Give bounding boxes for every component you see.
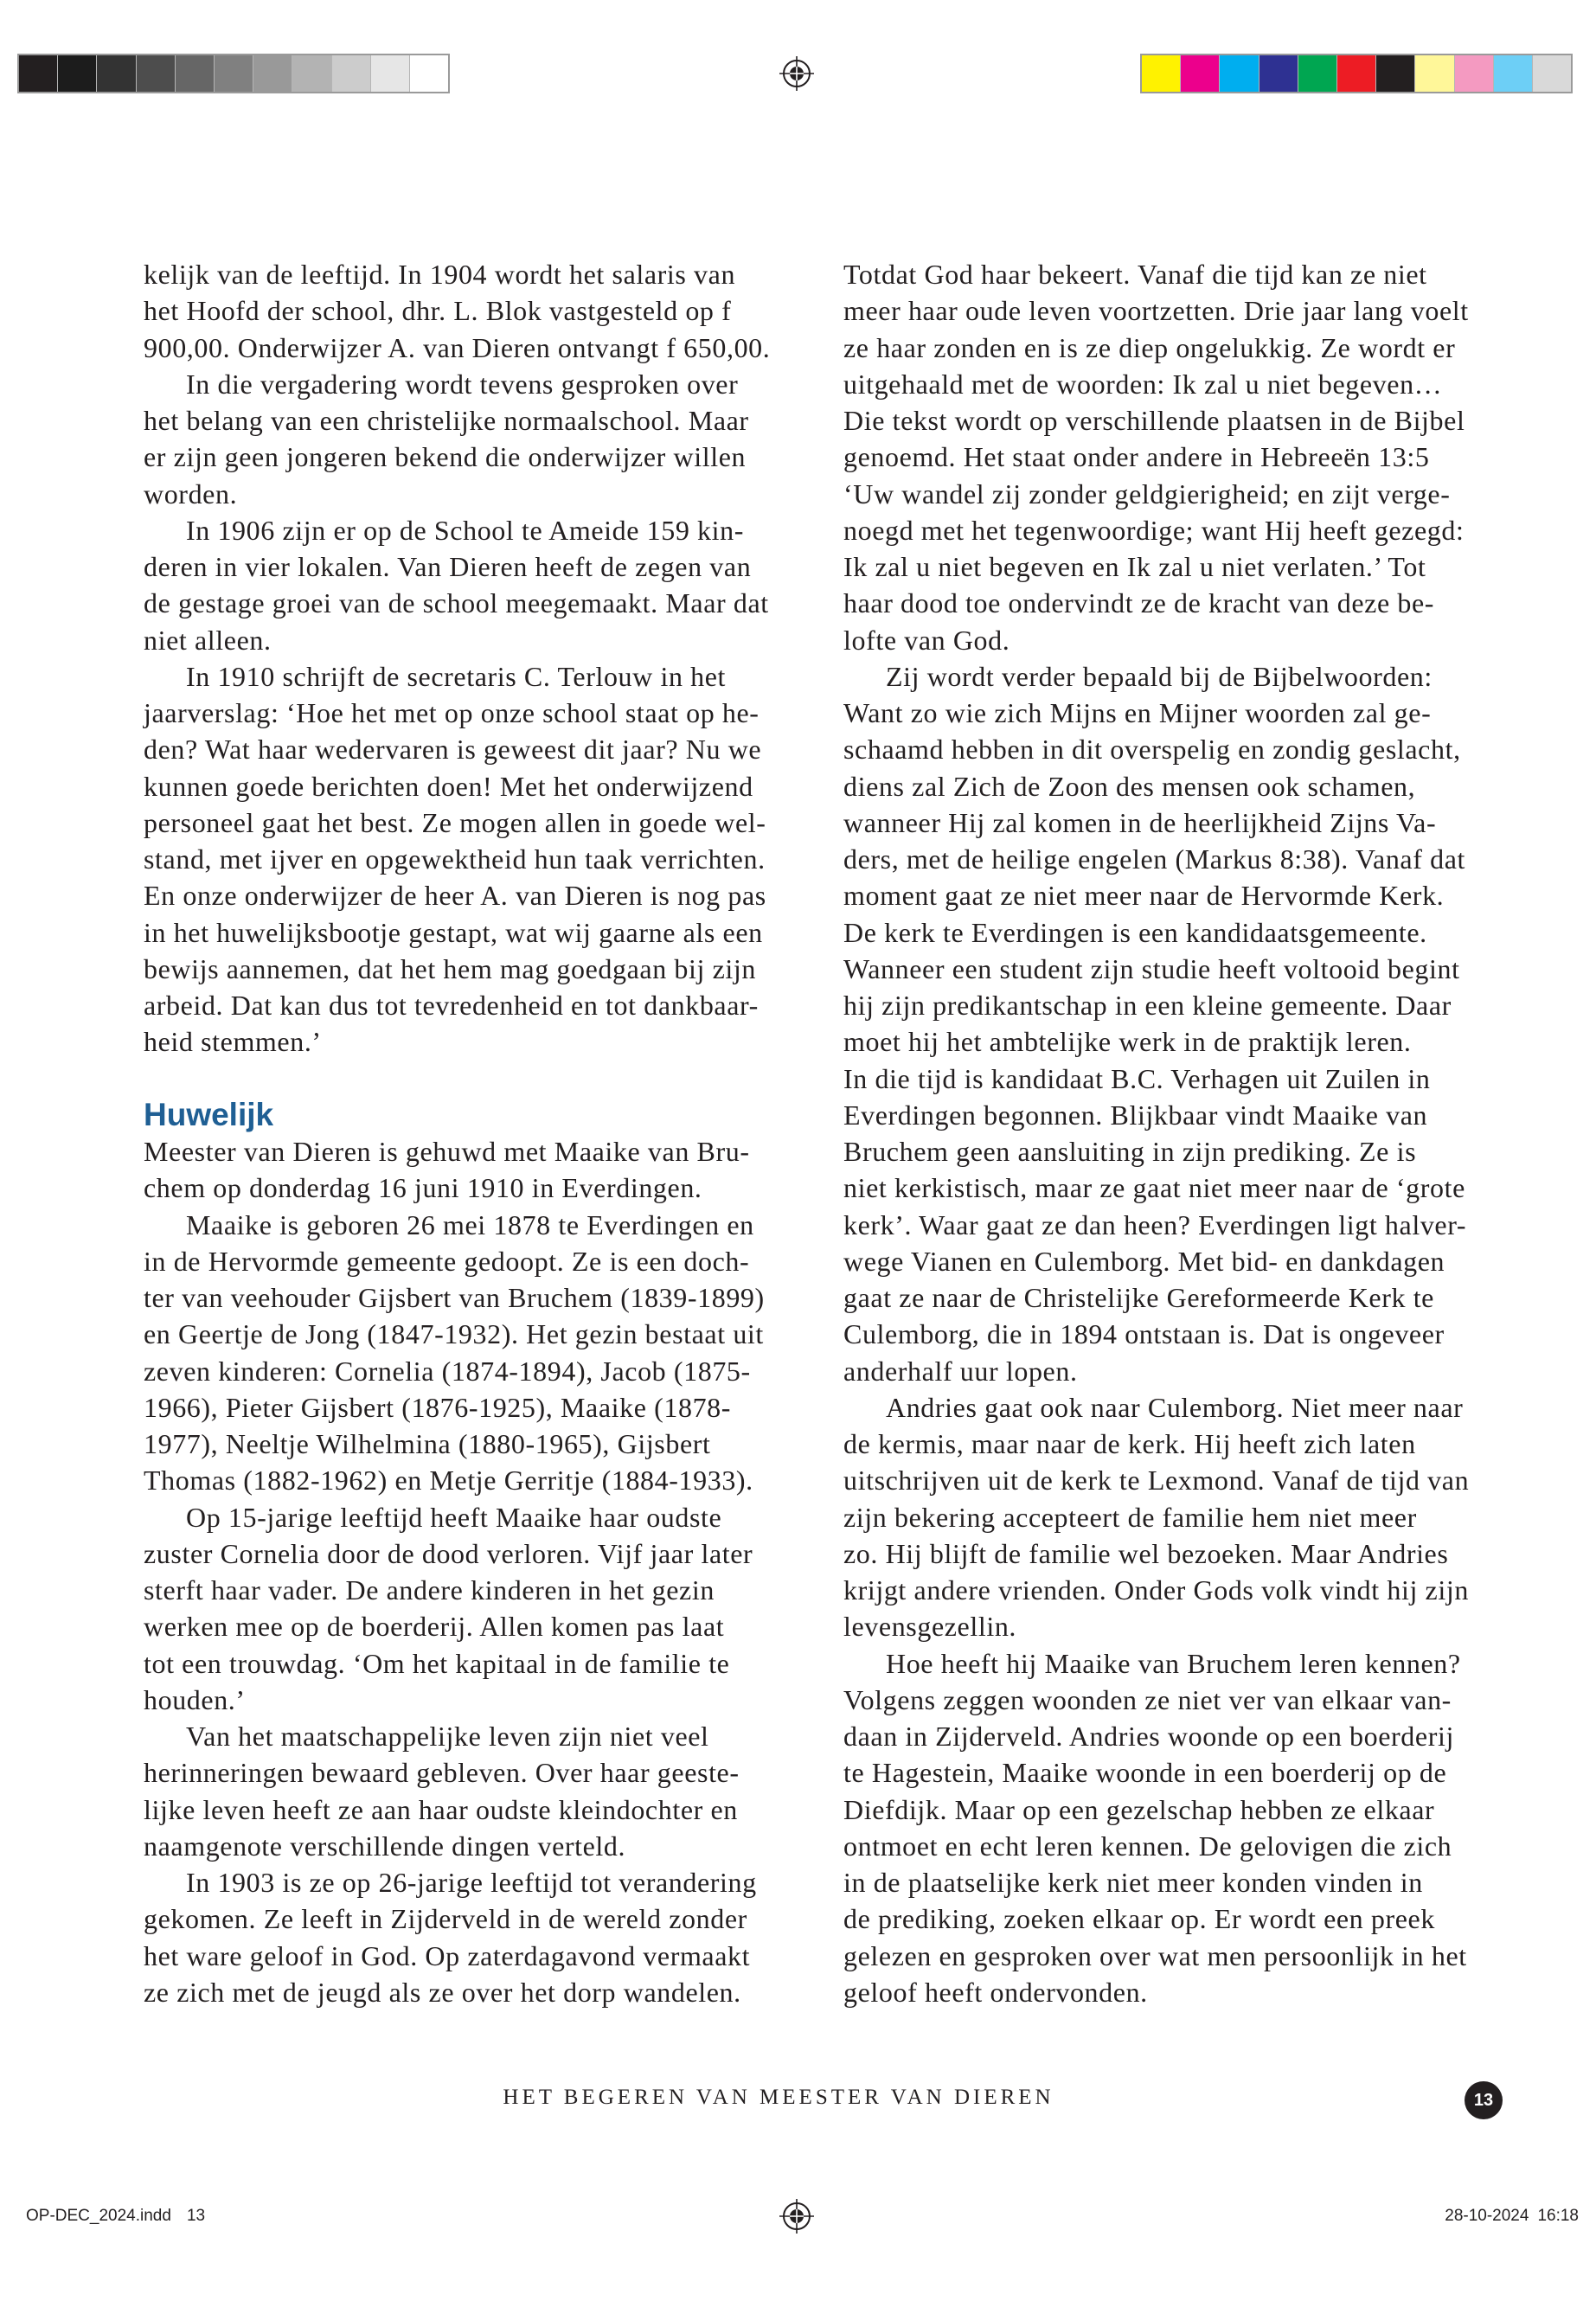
text-line: sterft haar vader. De andere kinderen in het gezin (144, 1574, 715, 1606)
gray-swatch (137, 55, 176, 92)
slug-right (1445, 2206, 1579, 2227)
text-line: naamgenote verschillende dingen verteld. (144, 1830, 626, 1862)
text-line: ze haar zonden en is ze diep ongelukkig. Ze wordt er (843, 331, 1456, 363)
paragraph (144, 1133, 801, 1207)
text-line: 900,00. Onderwijzer A. van Dieren ontvangt f 650,00. (144, 331, 771, 363)
text-line: Hoe heeft hij Maaike van Bruchem leren kennen? (886, 1647, 1461, 1679)
text-line: houden.’ (144, 1683, 246, 1715)
text-line: worden. (144, 478, 238, 510)
page-number-badge (1465, 2081, 1503, 2119)
text-line: wanneer Hij zal komen in de heerlijkheid Zijns Va- (843, 806, 1437, 838)
paragraph (843, 658, 1501, 1389)
text-line: deren in vier lokalen. Van Dieren heeft de zegen van (144, 551, 752, 582)
gray-calibration-bar (17, 54, 450, 93)
text-line: de gestage groei van de school meegemaakt. Maar dat (144, 587, 769, 619)
text-line: het ware geloof in God. Op zaterdagavond vermaakt (144, 1939, 751, 1971)
paragraph (144, 256, 801, 366)
text-line: Everdingen begonnen. Blijkbaar vindt Maaike van (843, 1099, 1428, 1131)
text-line: Bruchem geen aansluiting in zijn prediking. Ze is (843, 1136, 1417, 1167)
paragraph (843, 1645, 1501, 2011)
text-line: genoemd. Het staat onder andere in Hebreeën 13:5 (843, 441, 1430, 473)
text-line: chem op donderdag 16 juni 1910 in Everdingen. (144, 1172, 702, 1204)
color-swatch (1181, 55, 1220, 92)
text-line: gaat ze naar de Christelijke Gereformeerde Kerk te (843, 1282, 1434, 1313)
text-line: Totdat God haar bekeert. Vanaf die tijd kan ze niet (843, 259, 1427, 290)
text-line: Meester van Dieren is gehuwd met Maaike van Bru- (144, 1136, 750, 1167)
text-line: In 1906 zijn er op de School te Ameide 159 kin- (186, 514, 744, 546)
text-line: herinneringen bewaard gebleven. Over haar geeste- (144, 1757, 740, 1789)
text-line: gekomen. Ze leeft in Zijderveld in de wereld zonder (144, 1903, 747, 1935)
gray-swatch (253, 55, 292, 92)
text-line: schaamd hebben in dit overspelig en zondig geslacht, (843, 734, 1461, 766)
text-line: ders, met de heilige engelen (Markus 8:38). Vanaf dat (843, 843, 1465, 875)
text-line: moet hij het ambtelijke werk in de praktijk leren. (843, 1026, 1412, 1058)
text-line: werken mee op de boerderij. Allen komen pas laat (144, 1611, 725, 1643)
text-line: ze zich met de jeugd als ze over het dorp wandelen. (144, 1976, 741, 2008)
paragraph (144, 1864, 801, 2010)
text-line: in de Hervormde gemeente gedoopt. Ze is een doch- (144, 1245, 750, 1277)
text-line: In die tijd is kandidaat B.C. Verhagen uit Zuilen in (843, 1062, 1431, 1094)
text-line: Wanneer een student zijn studie heeft voltooid begint (843, 952, 1460, 984)
text-line: noegd met het tegenwoordige; want Hij heeft gezegd: (843, 514, 1465, 546)
slug-time: 16:18 (1537, 2207, 1579, 2225)
running-title: HET BEGEREN VAN MEESTER VAN DIEREN (503, 2086, 1054, 2109)
text-line: In die vergadering wordt tevens gesproken over (186, 368, 739, 400)
registration-mark-icon (778, 2197, 816, 2235)
text-line: Van het maatschappelijke leven zijn niet veel (186, 1721, 709, 1752)
gray-swatch (332, 55, 371, 92)
gray-swatch (371, 55, 410, 92)
text-line: de kermis, maar naar de kerk. Hij heeft zich laten (843, 1428, 1416, 1459)
color-swatch (1259, 55, 1298, 92)
color-swatch (1455, 55, 1494, 92)
slug-filename: OP-DEC_2024.indd (26, 2207, 171, 2225)
text-line: ontmoet en echt leren kennen. De gelovigen die zich (843, 1830, 1452, 1862)
text-line: En onze onderwijzer de heer A. van Dieren is nog pas (144, 880, 766, 912)
process-color-bar (1140, 54, 1573, 93)
text-line: Ik zal u niet begeven en Ik zal u niet verlaten.’ Tot (843, 551, 1426, 582)
text-line: ter van veehouder Gijsbert van Bruchem (1839-1899) (144, 1282, 765, 1313)
text-line: stand, met ijver en opgewektheid hun taak verrichten. (144, 843, 766, 875)
paragraph (144, 366, 801, 512)
text-line: uitschrijven uit de kerk te Lexmond. Vanaf de tijd van (843, 1465, 1470, 1497)
text-line: het Hoofd der school, dhr. L. Blok vastgesteld op f (144, 295, 732, 327)
gray-swatch (215, 55, 253, 92)
text-line: ‘Uw wandel zij zonder geldgierigheid; en zijt verge- (843, 478, 1451, 510)
page-number: 13 (1473, 2090, 1494, 2110)
left-column (144, 256, 801, 2010)
paragraph (144, 658, 801, 1061)
text-line: bewijs aannemen, dat het hem mag goedgaan bij zijn (144, 952, 756, 984)
text-line: haar dood toe ondervindt ze de kracht van deze be- (843, 587, 1435, 619)
text-line: arbeid. Dat kan dus tot tevredenheid en tot dankbaar- (144, 990, 759, 1021)
text-line: Volgens zeggen woonden ze niet ver van elkaar van- (843, 1683, 1452, 1715)
text-line: en Geertje de Jong (1847-1932). Het gezin bestaat uit (144, 1318, 764, 1350)
slug-page: 13 (186, 2207, 206, 2225)
color-swatch (1376, 55, 1415, 92)
paragraph (144, 1718, 801, 1864)
gray-swatch (176, 55, 215, 92)
text-line: Andries gaat ook naar Culemborg. Niet meer naar (886, 1391, 1464, 1423)
text-line: kunnen goede berichten doen! Met het onderwijzend (144, 770, 753, 802)
text-line: den? Wat haar wedervaren is geweest dit jaar? Nu we (144, 734, 762, 766)
text-line: 1966), Pieter Gijsbert (1876-1925), Maaike (1878- (144, 1391, 732, 1423)
section-heading: Huwelijk (144, 1096, 274, 1132)
text-line: niet kerkistisch, maar ze gaat niet meer naar de ‘grote (843, 1172, 1465, 1204)
text-line: uitgehaald met de woorden: Ik zal u niet begeven… (843, 368, 1443, 400)
text-line: wege Vianen en Culemborg. Met bid- en dankdagen (843, 1245, 1445, 1277)
text-line: niet alleen. (144, 624, 272, 656)
text-line: jaarverslag: ‘Hoe het met op onze school staat op he- (144, 697, 760, 728)
text-line: de prediking, zoeken elkaar op. Er wordt een preek (843, 1903, 1435, 1935)
text-line: tot een trouwdag. ‘Om het kapitaal in de familie te (144, 1647, 730, 1679)
text-line: Op 15-jarige leeftijd heeft Maaike haar oudste (186, 1501, 722, 1533)
paragraph (144, 1207, 801, 1499)
text-line: Culemborg, die in 1894 ontstaan is. Dat is ongeveer (843, 1318, 1445, 1350)
text-line: het belang van een christelijke normaalschool. Maar (144, 405, 749, 436)
text-line: kerk’. Waar gaat ze dan heen? Everdingen ligt halver- (843, 1208, 1467, 1240)
registration-mark-icon (778, 54, 816, 93)
text-line: in de plaatselijke kerk niet meer konden vinden in (843, 1867, 1423, 1898)
text-line: De kerk te Everdingen is een kandidaatsgemeente. (843, 916, 1427, 948)
text-line: zijn bekering accepteert de familie hem niet meer (843, 1501, 1417, 1533)
color-swatch (1415, 55, 1454, 92)
text-line: In 1910 schrijft de secretaris C. Terlouw in het (186, 660, 727, 692)
text-line: zo. Hij blijft de familie wel bezoeken. Maar Andries (843, 1537, 1449, 1569)
text-line: Zij wordt verder bepaald bij de Bijbelwoorden: (886, 660, 1433, 692)
gray-swatch (97, 55, 136, 92)
text-line: Diefdijk. Maar op een gezelschap hebben ze elkaar (843, 1793, 1435, 1825)
text-line: Die tekst wordt op verschillende plaatsen in de Bijbel (843, 405, 1465, 436)
text-line: in het huwelijksbootje gestapt, wat wij gaarne als een (144, 916, 763, 948)
text-line: zeven kinderen: Cornelia (1874-1894), Jacob (1875- (144, 1355, 751, 1387)
text-line: personeel gaat het best. Ze mogen allen in goede wel- (144, 806, 766, 838)
text-line: 1977), Neeltje Wilhelmina (1880-1965), Gijsbert (144, 1428, 711, 1459)
paragraph (843, 1389, 1501, 1645)
paragraph (144, 512, 801, 658)
paragraph (144, 1499, 801, 1719)
text-line: geloof heeft ondervonden. (843, 1976, 1148, 2008)
gray-swatch (58, 55, 97, 92)
gray-swatch (292, 55, 331, 92)
text-line: zuster Cornelia door de dood verloren. Vijf jaar later (144, 1537, 753, 1569)
text-line: te Hagestein, Maaike woonde in een boerderij op de (843, 1757, 1447, 1789)
text-line: heid stemmen.’ (144, 1026, 322, 1058)
color-swatch (1494, 55, 1533, 92)
text-line: In 1903 is ze op 26-jarige leeftijd tot verandering (186, 1867, 757, 1898)
gray-swatch (410, 55, 448, 92)
text-line: anderhalf uur lopen. (843, 1355, 1078, 1387)
paragraph (843, 256, 1501, 658)
text-line: krijgt andere vrienden. Onder Gods volk vindt hij zijn (843, 1574, 1469, 1606)
color-swatch (1298, 55, 1337, 92)
text-line: moment gaat ze niet meer naar de Hervormde Kerk. (843, 880, 1445, 912)
text-line: er zijn geen jongeren bekend die onderwijzer willen (144, 441, 747, 473)
text-line: diens zal Zich de Zoon des mensen ook schamen, (843, 770, 1416, 802)
slug-left (26, 2206, 205, 2227)
color-swatch (1220, 55, 1259, 92)
text-line: lofte van God. (843, 624, 1010, 656)
color-swatch (1337, 55, 1376, 92)
text-line: Want zo wie zich Mijns en Mijner woorden zal ge- (843, 697, 1432, 728)
text-line: daan in Zijderveld. Andries woonde op een boerderij (843, 1721, 1454, 1752)
slug-date: 28-10-2024 (1445, 2207, 1529, 2225)
text-line: hij zijn predikantschap in een kleine gemeente. Daar (843, 990, 1452, 1021)
text-line: gelezen en gesproken over wat men persoonlijk in het (843, 1939, 1467, 1971)
right-column (843, 256, 1501, 2010)
color-swatch (1533, 55, 1571, 92)
gray-swatch (19, 55, 58, 92)
text-line: meer haar oude leven voortzetten. Drie jaar lang voelt (843, 295, 1469, 327)
text-line: levensgezellin. (843, 1611, 1017, 1643)
text-line: Maaike is geboren 26 mei 1878 te Everdingen en (186, 1208, 754, 1240)
text-line: kelijk van de leeftijd. In 1904 wordt het salaris van (144, 259, 736, 290)
text-line: Thomas (1882-1962) en Metje Gerritje (1884-1933). (144, 1465, 753, 1497)
text-line: lijke leven heeft ze aan haar oudste kleindochter en (144, 1793, 738, 1825)
color-swatch (1142, 55, 1181, 92)
